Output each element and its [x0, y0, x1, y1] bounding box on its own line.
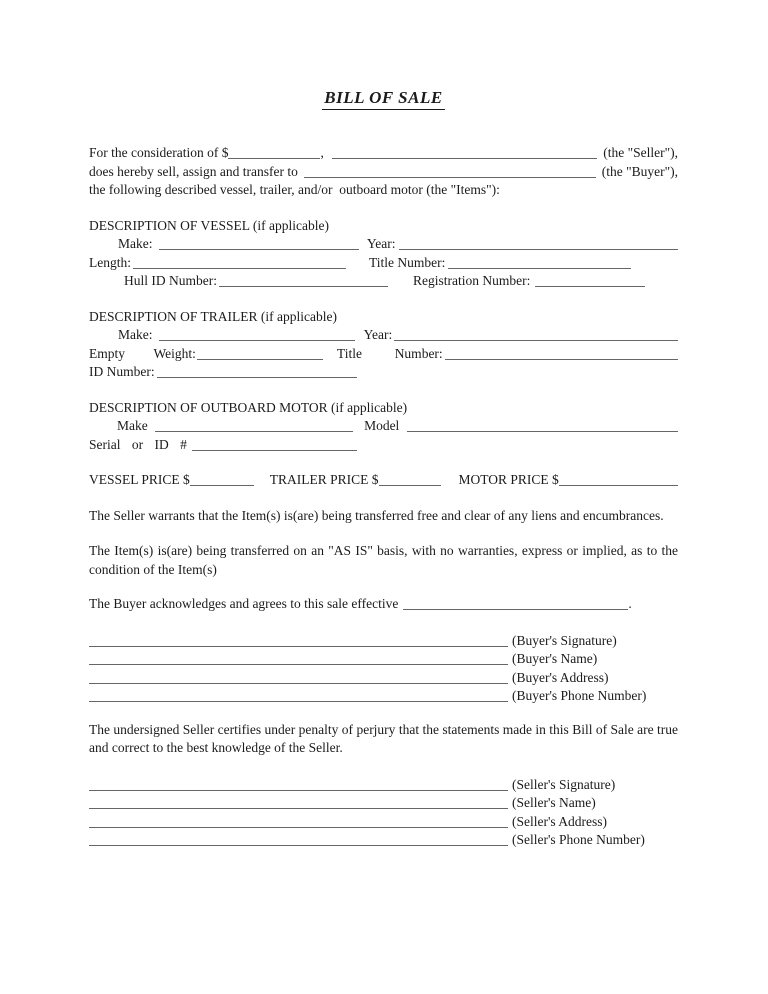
motor-heading: DESCRIPTION OF OUTBOARD MOTOR (if applicable): [89, 399, 408, 415]
seller-signature-label: (Seller's Signature): [512, 776, 616, 792]
buyer-signature-row: [89, 632, 678, 651]
seller-certification-paragraph: The undersigned Seller certifies under penalty of perjury that the statements made in this Bill of Sale are true and correct to the best knowledge of the Seller.: [89, 721, 678, 755]
seller-signature-row: [89, 776, 678, 795]
vessel-price-label: VESSEL PRICE $: [89, 472, 190, 487]
trailer-id-row: [89, 363, 678, 382]
warranty-paragraph: The Seller warrants that the Item(s) is(are) being transferred free and clear of any liens and encumbrances.: [89, 507, 664, 523]
vessel-make-row: [89, 235, 678, 254]
trailer-heading: DESCRIPTION OF TRAILER (if applicable): [89, 308, 337, 324]
effective-date-text: The Buyer acknowledges and agrees to this sale effective: [89, 596, 399, 611]
vessel-length-blank[interactable]: [133, 258, 346, 269]
vessel-make-label: Make:: [118, 236, 153, 251]
vessel-section: [89, 217, 678, 291]
motor-serial-row: [89, 436, 678, 455]
buyer-phone-blank[interactable]: [89, 691, 508, 702]
consideration-text: For the consideration of $: [89, 145, 229, 160]
buyer-name-row: [89, 650, 678, 669]
transfer-text: does hereby sell, assign and transfer to: [89, 163, 298, 179]
trailer-title-number-blank[interactable]: [445, 349, 678, 360]
trailer-price-label: TRAILER PRICE $: [269, 472, 379, 487]
vessel-title-number-blank[interactable]: [448, 258, 631, 269]
buyer-address-blank[interactable]: [89, 673, 508, 684]
buyer-address-label: (Buyer's Address): [512, 669, 609, 685]
buyer-name-line-blank[interactable]: [89, 654, 508, 665]
buyer-name-label: (Buyer's Name): [512, 651, 598, 666]
seller-name-label: (Seller's Name): [512, 795, 596, 810]
motor-section: [89, 399, 678, 455]
motor-make-label: Make: [117, 418, 148, 433]
motor-make-blank[interactable]: [155, 421, 353, 432]
trailer-empty-weight-blank[interactable]: [197, 349, 323, 360]
trailer-year-blank[interactable]: [394, 330, 678, 341]
buyer-signature-label: (Buyer's Signature): [512, 632, 617, 648]
trailer-empty-weight-label: Empty Weight:: [89, 345, 196, 361]
seller-address-row: [89, 813, 678, 832]
vessel-length-label: Length:: [89, 254, 131, 270]
trailer-title-number-label: Title Number:: [336, 345, 443, 361]
effective-date-row: [89, 595, 678, 614]
seller-name-row: [89, 794, 678, 813]
seller-address-label: (Seller's Address): [512, 813, 608, 829]
motor-serial-blank[interactable]: [192, 440, 357, 451]
motor-model-blank[interactable]: [407, 421, 678, 432]
vessel-make-blank[interactable]: [159, 239, 359, 250]
vessel-registration-label: Registration Number:: [412, 273, 531, 288]
trailer-year-label: Year:: [363, 327, 393, 342]
trailer-make-label: Make:: [118, 327, 153, 342]
buyer-signature-block: [89, 632, 678, 706]
title-row: [89, 88, 678, 110]
vessel-hull-row: [89, 272, 678, 291]
buyer-name-blank[interactable]: [304, 167, 596, 178]
buyer-designation-text: (the "Buyer"),: [601, 163, 678, 179]
intro-paragraph: [89, 144, 678, 200]
price-row: [89, 471, 678, 490]
buyer-phone-row: [89, 687, 678, 706]
trailer-make-row: [89, 326, 678, 345]
trailer-make-blank[interactable]: [159, 330, 355, 341]
buyer-address-row: [89, 669, 678, 688]
vessel-year-label: Year:: [366, 236, 396, 251]
vessel-hull-id-label: Hull ID Number:: [124, 273, 217, 288]
seller-phone-row: [89, 831, 678, 850]
motor-make-row: [89, 417, 678, 436]
vessel-hull-id-blank[interactable]: [219, 276, 388, 287]
vessel-registration-blank[interactable]: [535, 276, 645, 287]
seller-phone-blank[interactable]: [89, 835, 508, 846]
effective-date-blank[interactable]: [403, 599, 628, 610]
comma-text: ,: [320, 145, 324, 160]
buyer-signature-blank[interactable]: [89, 636, 508, 647]
document-title: BILL OF SALE: [322, 88, 444, 110]
effective-date-period: .: [628, 596, 632, 611]
as-is-paragraph: The Item(s) is(are) being transferred on an "AS IS" basis, with no warranties, express or implied, as to the condition of the Item(s): [89, 543, 678, 577]
seller-address-blank[interactable]: [89, 817, 508, 828]
motor-price-blank[interactable]: [559, 475, 678, 486]
motor-price-label: MOTOR PRICE $: [458, 472, 559, 487]
motor-serial-label: Serial or ID #: [89, 436, 187, 452]
vessel-year-blank[interactable]: [399, 239, 678, 250]
seller-name-line-blank[interactable]: [89, 798, 508, 809]
buyer-phone-label: (Buyer's Phone Number): [512, 688, 647, 703]
trailer-id-number-blank[interactable]: [157, 367, 357, 378]
motor-model-label: Model: [364, 418, 400, 433]
seller-signature-blank[interactable]: [89, 780, 508, 791]
trailer-weight-row: [89, 345, 678, 364]
vessel-title-number-label: Title Number:: [369, 254, 446, 270]
seller-name-blank[interactable]: [332, 148, 597, 159]
seller-signature-block: [89, 776, 678, 850]
trailer-id-number-label: ID Number:: [89, 364, 155, 379]
trailer-section: [89, 308, 678, 382]
vessel-length-row: [89, 254, 678, 273]
seller-phone-label: (Seller's Phone Number): [512, 832, 645, 847]
vessel-price-blank[interactable]: [190, 475, 254, 486]
vessel-heading: DESCRIPTION OF VESSEL (if applicable): [89, 217, 329, 233]
trailer-price-blank[interactable]: [379, 475, 441, 486]
seller-designation-text: (the "Seller"),: [603, 145, 678, 160]
consideration-amount-blank[interactable]: [228, 148, 320, 159]
intro-line-2: [89, 163, 678, 182]
intro-line-3: the following described vessel, trailer, and/or outboard motor (the "Items"):: [89, 182, 500, 197]
intro-line-1: [89, 144, 678, 163]
